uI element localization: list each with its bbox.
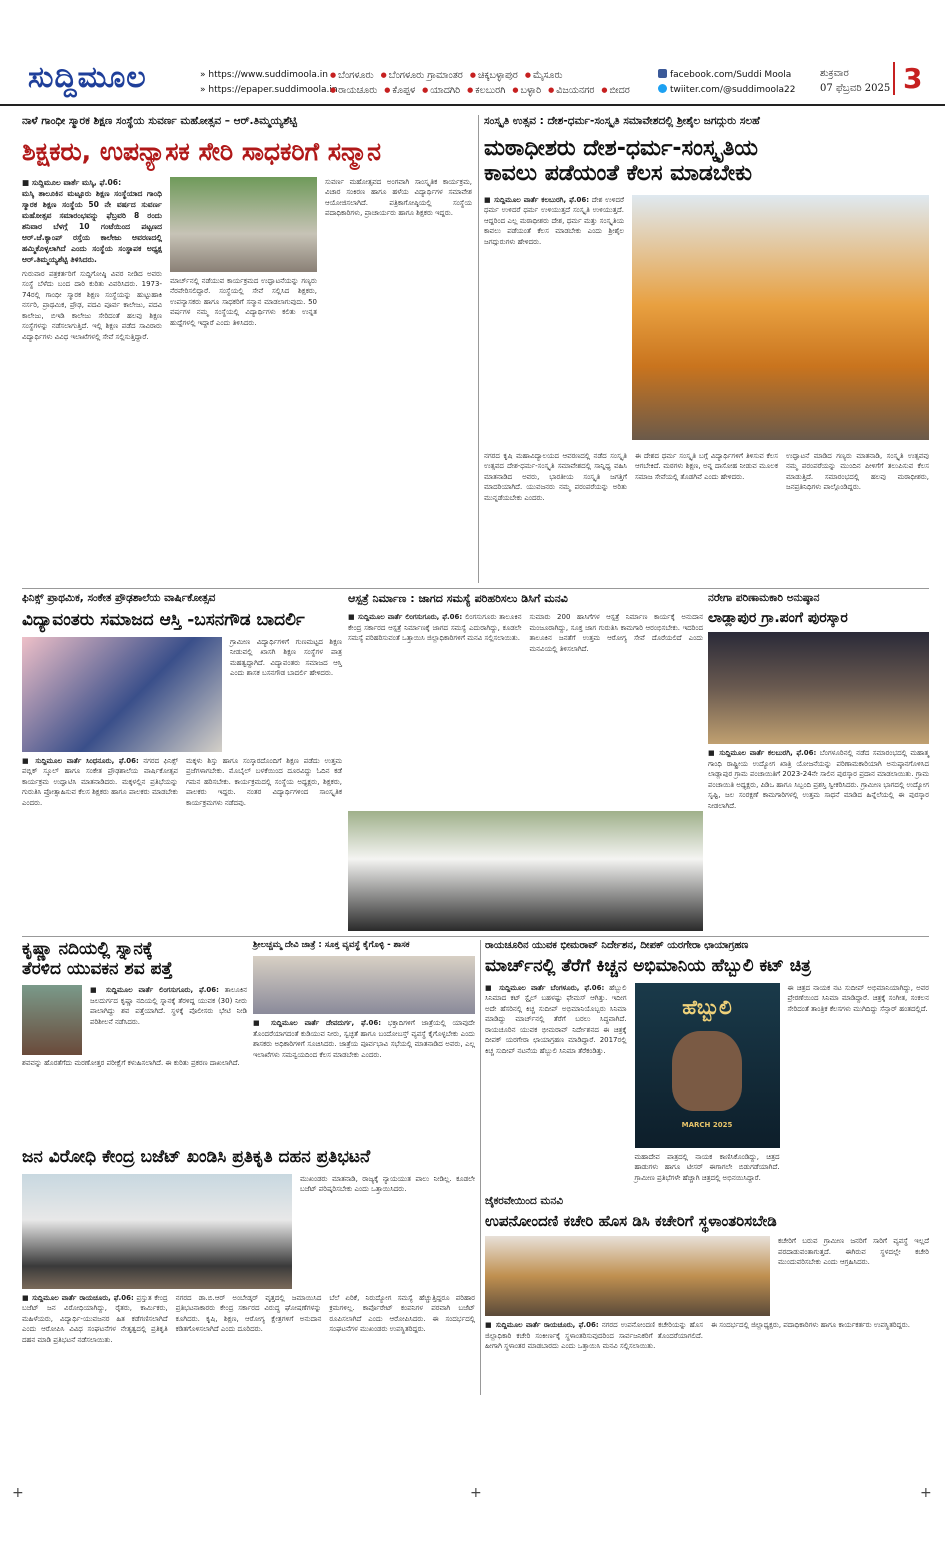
facebook-icon (658, 69, 667, 78)
facebook-link[interactable]: facebook.com/Suddi Moola (658, 68, 796, 83)
article-body: ಮಾರ್ಚ್‌ನಲ್ಲಿ ನಡೆಯುವ ಕಾರ್ಯಕ್ರಮದ ಉದ್ಘಾಟನೆಯನ್ನು ಗಣ್ಯರು ನೆರವೇರಿಸಲಿದ್ದಾರೆ. ಸಂಸ್ಥೆಯಲ್ಲಿ ಸೇವೆ ಸಲ್ಲಿಸಿದ ಶಿಕ್ಷಕರು, ಉಪನ್ಯಾಸಕರು ಹಾಗೂ ಸಾಧಕರಿಗೆ ಸನ್ಮಾನ ಮಾಡಲಾಗುವುದು. 50 ವರ್ಷಗಳ ನಮ್ಮ ಸಂಸ್ಥೆಯಲ್ಲಿ ವಿದ್ಯಾರ್ಥಿಗಳು ಕಲಿತು ಉನ್ನತ ಹುದ್ದೆಗಳಲ್ಲಿ ಇದ್ದಾರೆ ಎಂದು ತಿಳಿಸಿದರು. (170, 276, 317, 327)
article-headline: ಉಪನೋಂದಣಿ ಕಚೇರಿ ಹೊಸ ಡಿಸಿ ಕಚೇರಿಗೆ ಸ್ಥಳಾಂತರಿಸಬೇಡಿ (485, 1212, 777, 1230)
actor-portrait (672, 1031, 742, 1111)
seers-lighting-lamp-photo (632, 195, 929, 440)
article-body: ಲಿಂಗಸುಗೂರು ತಾಲೂಕಿನ ಕೇಂದ್ರ ಸರ್ಕಾರದ ಆಸ್ಪತ್ರೆ ನಿರ್ಮಾಣಕ್ಕೆ ಜಾಗದ ಸಮಸ್ಯೆ ಎದುರಾಗಿದ್ದು, ಕೂಡಲೇ ಸಮಸ್ಯೆ ಪರಿಹರಿಸುವಂತೆ ಒತ್ತಾಯಿಸಿ ಜಿಲ್ಲಾಧಿಕಾರಿಗಳಿಗೆ ಮನವಿ ಸಲ್ಲಿಸಲಾಯಿತು. (348, 613, 522, 642)
article-lead: ಮಸ್ಕಿ ತಾಲೂಕಿನ ಮಟ್ಟೂರು ಶಿಕ್ಷಣ ಸಂಸ್ಥೆಯಾದ ಗಾಂಧಿ ಸ್ಮಾರಕ ಶಿಕ್ಷಣ ಸಂಸ್ಥೆಯ 50 ನೇ ವರ್ಷದ ಸುವರ್ಣ ಮಹೋತ್ಸವ ಸಮಾರಂಭವನ್ನು ಫೆಬ್ರವರಿ 8 ರಂದು ಶನಿವಾರ ಬೆಳಗ್ಗೆ 10 ಗಂಟೆಯಿಂದ ಪಟ್ಟಣದ ಆರ್.ಜೆ.ಕ್ಯಾಂಪ್ ರಸ್ತೆಯ ಕಾಲೇಜು ಆವರಣದಲ್ಲಿ ಹಮ್ಮಿಕೊಳ್ಳಲಾಗಿದೆ ಎಂದು ಸಂಸ್ಥೆಯ ಸಂಸ್ಥಾಪಕ ಅಧ್ಯಕ್ಷ ಆರ್.ತಿಮ್ಮಯ್ಯಶೆಟ್ಟಿ ತಿಳಿಸಿದರು. (22, 188, 162, 264)
article-body: ಈ ದೇಶದ ಧರ್ಮ ಸಂಸ್ಕೃತಿ ಬಗ್ಗೆ ವಿದ್ಯಾರ್ಥಿಗಳಿಗೆ ತಿಳಿಸುವ ಕೆಲಸ ಆಗಬೇಕಿದೆ. ಮಠಗಳು ಶಿಕ್ಷಣ, ಅನ್ನ ದಾಸೋಹ ನೀಡುವ ಮೂಲಕ ಸಮಾಜ ಸೇವೆಯಲ್ಲಿ ತೊಡಗಿವೆ ಎಂದು ಹೇಳಿದರು. (635, 451, 778, 481)
article-headline: ಶಿಕ್ಷಕರು, ಉಪನ್ಯಾಸಕ ಸೇರಿ ಸಾಧಕರಿಗೆ ಸನ್ಮಾನ (22, 137, 382, 166)
article-body: ಪ್ರಸ್ತುತ ಕೇಂದ್ರ ಬಜೆಟ್ ಜನ ವಿರೋಧಿಯಾಗಿದ್ದು, ರೈತರು, ಕಾರ್ಮಿಕರು, ಮಹಿಳೆಯರು, ವಿದ್ಯಾರ್ಥಿ-ಯುವಜನರ ಹಿತ ಕಡೆಗಣಿಸಲಾಗಿದೆ ಎಂದು ಆರೋಪಿಸಿ ವಿವಿಧ ಸಂಘಟನೆಗಳ ನೇತೃತ್ವದಲ್ಲಿ ಪ್ರತಿಕೃತಿ ದಹನ ಮಾಡಿ ಪ್ರತಿಭಟನೆ ನಡೆಸಲಾಯಿತು. (22, 1293, 168, 1344)
article-body: ಉದ್ಘಾಟನೆ ಮಾಡಿದ ಗಣ್ಯರು ಮಾತನಾಡಿ, ಸಂಸ್ಕೃತಿ ಉತ್ಸವವು ನಮ್ಮ ಪರಂಪರೆಯನ್ನು ಮುಂದಿನ ಪೀಳಿಗೆಗೆ ತಲುಪಿಸುವ ಕೆಲಸ ಮಾಡುತ್ತಿದೆ. ಸಮಾರಂಭದಲ್ಲಿ ಹಲವು ಮಠಾಧೀಶರು, ಜನಪ್ರತಿನಿಧಿಗಳು ಪಾಲ್ಗೊಂಡಿದ್ದರು. (786, 451, 929, 492)
press-meet-photo (170, 177, 317, 272)
article-body: ನಗರದ ಫಿನಿಕ್ಸ್ ಪಬ್ಲಿಕ್ ಸ್ಕೂಲ್ ಹಾಗೂ ಸಂಕೇತ ಪ್ರೌಢಶಾಲೆಯ ವಾರ್ಷಿಕೋತ್ಸವ ಕಾರ್ಯಕ್ರಮ ಉದ್ಘಾಟಿಸಿ ಮಾತನಾಡಿದರು. ಮಕ್ಕಳಲ್ಲಿನ ಪ್ರತಿಭೆಯನ್ನು ಗುರುತಿಸಿ ಪ್ರೋತ್ಸಾಹಿಸುವ ಕೆಲಸ ಶಿಕ್ಷಕರು ಹಾಗೂ ಪಾಲಕರು ಮಾಡಬೇಕು ಎಂದರು. (22, 756, 178, 807)
article-hospital-land: ಆಸ್ಪತ್ರೆ ನಿರ್ಮಾಣ : ಜಾಗದ ಸಮಸ್ಯೆ ಪರಿಹರಿಸಲು ಡಿಸಿಗೆ ಮನವಿ ■ ಸುದ್ದಿಮೂಲ ವಾರ್ತೆ ಲಿಂಗಸುಗೂರು, ಫೆ.06: ಲಿಂಗಸುಗೂರು ತಾಲೂಕಿನ ಕೇಂದ್ರ ಸರ್ಕಾರದ ಆಸ್ಪತ್ರೆ ನಿರ್ಮಾಣಕ್ಕೆ ಜಾಗದ ಸಮಸ್ಯೆ ಎದುರಾಗಿದ್ದು, ಕೂಡಲೇ ಸಮಸ್ಯೆ ಪರಿಹರಿಸುವಂತೆ ಒತ್ತಾಯಿಸಿ ಜಿಲ್ಲಾಧಿಕಾರಿಗಳಿಗೆ ಮನವಿ ಸಲ್ಲಿಸಲಾಯಿತು. ಸುಮಾರು 200 ಹಾಸಿಗೆಗಳ ಆಸ್ಪತ್ರೆ ನಿರ್ಮಾಣ ಕಾರ್ಯಕ್ಕೆ ಅನುದಾನ ಮಂಜೂರಾಗಿದ್ದು, ಸೂಕ್ತ ಜಾಗ ಗುರುತಿಸಿ ಕಾಮಗಾರಿ ಆರಂಭಿಸಬೇಕು. ಇದರಿಂದ ತಾಲೂಕಿನ ಜನತೆಗೆ ಉತ್ತಮ ಆರೋಗ್ಯ ಸೇವೆ ದೊರೆಯಲಿದೆ ಎಂದು ಮನವಿಯಲ್ಲಿ ತಿಳಿಸಲಾಗಿದೆ. (348, 592, 703, 932)
article-body: ಗ್ರಾಮೀಣ ವಿದ್ಯಾರ್ಥಿಗಳಿಗೆ ಗುಣಮಟ್ಟದ ಶಿಕ್ಷಣ ನೀಡುವಲ್ಲಿ ಖಾಸಗಿ ಶಿಕ್ಷಣ ಸಂಸ್ಥೆಗಳ ಪಾತ್ರ ಮಹತ್ವದ್ದಾಗಿದೆ. ವಿದ್ಯಾವಂತರು ಸಮಾಜದ ಆಸ್ತಿ ಎಂದು ಶಾಸಕ ಬಸನಗೌಡ ಬಾದರ್ಲಿ ಹೇಳಿದರು. (230, 637, 342, 678)
city-line-1: ● ಬೆಂಗಳೂರು ● ಬೆಂಗಳೂರು ಗ್ರಾಮಾಂತರ ● ಚಿಕ್ಕಬಳ್ಳಾಪುರ ● ಮೈಸೂರು (330, 68, 634, 83)
meeting-photo (253, 956, 475, 1014)
article-kicker: ನರೇಗಾ ಪರಿಣಾಮಕಾರಿ ಅನುಷ್ಠಾನ (708, 592, 820, 604)
school-event-photo (22, 637, 222, 752)
article-krishna-river: ಕೃಷ್ಣಾ ನದಿಯಲ್ಲಿ ಸ್ನಾನಕ್ಕೆ ತೆರಳಿದ ಯುವಕನ ಶವ ಪತ್ತೆ ■ ಸುದ್ದಿಮೂಲ ವಾರ್ತೆ ಲಿಂಗಸುಗೂರು, ಫೆ.06: ತಾಲೂಕಿನ ಜಲದುರ್ಗದ ಕೃಷ್ಣಾ ನದಿಯಲ್ಲಿ ಸ್ನಾನಕ್ಕೆ ತೆರಳಿದ್ದ ಯುವಕ (30) ನೀರು ಪಾಲಾಗಿದ್ದು ಶವ ಪತ್ತೆಯಾಗಿದೆ. ಸ್ಥಳಕ್ಕೆ ಪೊಲೀಸರು ಭೇಟಿ ನೀಡಿ ಪರಿಶೀಲನೆ ನಡೆಸಿದರು. ಶವವನ್ನು ಹೊರತೆಗೆದು ಮರಣೋತ್ತರ ಪರೀಕ್ಷೆಗೆ ಕಳುಹಿಸಲಾಗಿದೆ. ಈ ಕುರಿತು ಪ್ರಕರಣ ದಾಖಲಾಗಿದೆ. (22, 940, 247, 1140)
article-body: ಭಕ್ತಾದಿಗಳಿಗೆ ಜಾತ್ರೆಯಲ್ಲಿ ಯಾವುದೇ ತೊಂದರೆಯಾಗದಂತೆ ಕುಡಿಯುವ ನೀರು, ಸ್ವಚ್ಛತೆ ಹಾಗೂ ಬಂದೋಬಸ್ತ್ ವ್ಯವಸ್ಥೆ ಕೈಗೊಳ್ಳಬೇಕು ಎಂದು ಶಾಸಕರು ಅಧಿಕಾರಿಗಳಿಗೆ ಸೂಚಿಸಿದರು. (253, 1019, 475, 1048)
article-gandhi-school: ನಾಳೆ ಗಾಂಧೀ ಸ್ಮಾರಕ ಶಿಕ್ಷಣ ಸಂಸ್ಥೆಯ ಸುವರ್ಣ ಮಹೋತ್ಸವ – ಆರ್.ತಿಮ್ಮಯ್ಯಶೆಟ್ಟಿ ಶಿಕ್ಷಕರು, ಉಪನ್ಯಾಸಕ ಸೇರಿ ಸಾಧಕರಿಗೆ ಸನ್ಮಾನ ■ ಸುದ್ದಿಮೂಲ ವಾರ್ತೆ ಮಸ್ಕಿ, ಫೆ.06: ಮಸ್ಕಿ ತಾಲೂಕಿನ ಮಟ್ಟೂರು ಶಿಕ್ಷಣ ಸಂಸ್ಥೆಯಾದ ಗಾಂಧಿ ಸ್ಮಾರಕ ಶಿಕ್ಷಣ ಸಂಸ್ಥೆಯ 50 ನೇ ವರ್ಷದ ಸುವರ್ಣ ಮಹೋತ್ಸವ ಸಮಾರಂಭವನ್ನು ಫೆಬ್ರವರಿ 8 ರಂದು ಶನಿವಾರ ಬೆಳಗ್ಗೆ 10 ಗಂಟೆಯಿಂದ ಪಟ್ಟಣದ ಆರ್.ಜೆ.ಕ್ಯಾಂಪ್ ರಸ್ತೆಯ ಕಾಲೇಜು ಆವರಣದಲ್ಲಿ ಹಮ್ಮಿಕೊಳ್ಳಲಾಗಿದೆ ಎಂದು ಸಂಸ್ಥೆಯ ಸಂಸ್ಥಾಪಕ ಅಧ್ಯಕ್ಷ ಆರ್.ತಿಮ್ಮಯ್ಯಶೆಟ್ಟಿ ತಿಳಿಸಿದರು. ಗುರುವಾರ ಪತ್ರಕರ್ತರಿಗೆ ಸುದ್ದಿಗೋಷ್ಠಿ ವಿವರ ನೀಡಿದ ಅವರು ಸಂಸ್ಥೆ ಬೆಳೆದು ಬಂದ ದಾರಿ ಕುರಿತು ವಿವರಿಸಿದರು. 1973-74ರಲ್ಲಿ ಗಾಂಧೀ ಸ್ಮಾರಕ ಶಿಕ್ಷಣ ಸಂಸ್ಥೆಯನ್ನು ಹುಟ್ಟುಹಾಕಿ ನರ್ಸರಿ, ಪ್ರಾಥಮಿಕ, ಪ್ರೌಢ, ಪದವಿ ಪೂರ್ವ ಕಾಲೇಜು, ಪದವಿ ಕಾಲೇಜು, ಬಿಇಡಿ ಕಾಲೇಜು ಸೇರಿದಂತೆ ಹಲವು ಶಿಕ್ಷಣ ಸಂಸ್ಥೆಗಳನ್ನು ನಡೆಸಲಾಗುತ್ತಿದೆ. ಇಲ್ಲಿ ಶಿಕ್ಷಣ ಪಡೆದ ಸಾವಿರಾರು ವಿದ್ಯಾರ್ಥಿಗಳು ವಿವಿಧ ಇಲಾಖೆಗಳಲ್ಲಿ ಸೇವೆ ಸಲ್ಲಿಸುತ್ತಿದ್ದಾರೆ. ಮಾರ್ಚ್‌ನಲ್ಲಿ ನಡೆಯುವ ಕಾರ್ಯಕ್ರಮದ ಉದ್ಘಾಟನೆಯನ್ನು ಗಣ್ಯರು ನೆರವೇರಿಸಲಿದ್ದಾರೆ. ಸಂಸ್ಥೆಯಲ್ಲಿ ಸೇವೆ ಸಲ್ಲಿಸಿದ ಶಿಕ್ಷಕರು, ಉಪನ್ಯಾಸಕರು ಹಾಗೂ ಸಾಧಕರಿಗೆ ಸನ್ಮಾನ ಮಾಡಲಾಗುವುದು. 50 ವರ್ಷಗಳ ನಮ್ಮ ಸಂಸ್ಥೆಯಲ್ಲಿ ವಿದ್ಯಾರ್ಥಿಗಳು ಕಲಿತು ಉನ್ನತ ಹುದ್ದೆಗಳಲ್ಲಿ ಇದ್ದಾರೆ ಎಂದು ತಿಳಿಸಿದರು. ಸುವರ್ಣ ಮಹೋತ್ಸವದ ಅಂಗವಾಗಿ ಸಾಂಸ್ಕೃತಿಕ ಕಾರ್ಯಕ್ರಮ, ವಿಚಾರ ಸಂಕಿರಣ ಹಾಗೂ ಹಳೆಯ ವಿದ್ಯಾರ್ಥಿಗಳ ಸಮಾವೇಶ ಆಯೋಜಿಸಲಾಗಿದೆ. ಪತ್ರಿಕಾಗೋಷ್ಠಿಯಲ್ಲಿ ಸಂಸ್ಥೆಯ ಪದಾಧಿಕಾರಿಗಳು, ಪ್ರಾಚಾರ್ಯರು ಹಾಗೂ ಶಿಕ್ಷಕರು ಇದ್ದರು. (22, 115, 472, 583)
article-body: ಬೆಲೆ ಏರಿಕೆ, ನಿರುದ್ಯೋಗ ಸಮಸ್ಯೆ ಹೆಚ್ಚುತ್ತಿದ್ದರೂ ಪರಿಹಾರ ಕ್ರಮಗಳಿಲ್ಲ. ಕಾರ್ಪೊರೇಟ್ ಕಂಪನಿಗಳ ಪರವಾಗಿ ಬಜೆಟ್ ರೂಪಿಸಲಾಗಿದೆ ಎಂದು ಆರೋಪಿಸಿದರು. ಈ ಸಂದರ್ಭದಲ್ಲಿ ಸಂಘಟನೆಗಳ ಮುಖಂಡರು ಉಪಸ್ಥಿತರಿದ್ದರು. (329, 1293, 476, 1334)
article-kicker: ಜೈಕರವೇಯಿಂದ ಮನವಿ (485, 1195, 563, 1207)
page-number: 3 (893, 62, 922, 95)
article-kicker: ಸಂಸ್ಕೃತಿ ಉತ್ಸವ : ದೇಶ-ಧರ್ಮ-ಸಂಸ್ಕೃತಿ ಸಮಾವೇಶದಲ್ಲಿ ಶ್ರೀಶೈಲ ಜಗದ್ಗುರು ಸಲಹೆ (484, 115, 760, 127)
newspaper-logo: ಸುದ್ದಿಮೂಲ (28, 60, 147, 95)
issue-date: ಶುಕ್ರವಾರ 07 ಫೆಬ್ರವರಿ 2025 (820, 68, 891, 94)
twitter-link[interactable]: twiiter.com/@suddimoola22 (658, 83, 796, 98)
twitter-icon (658, 84, 667, 93)
epaper-link[interactable]: » https://epaper.suddimoola.in (200, 83, 338, 98)
movie-poster (635, 983, 780, 1148)
article-body: ನಗರದ ಕೃಷಿ ಮಹಾವಿದ್ಯಾಲಯದ ಆವರಣದಲ್ಲಿ ನಡೆದ ಸಂಸ್ಕೃತಿ ಉತ್ಸವದ ದೇಶ-ಧರ್ಮ-ಸಂಸ್ಕೃತಿ ಸಮಾವೇಶದಲ್ಲಿ ಸಾನ್ನಿಧ್ಯ ವಹಿಸಿ ಮಾತನಾಡಿದ ಅವರು, ಭಾರತೀಯ ಸಂಸ್ಕೃತಿ ಜಗತ್ತಿಗೆ ಮಾದರಿಯಾಗಿದೆ. ಯುವಜನರು ನಮ್ಮ ಪರಂಪರೆಯನ್ನು ಅರಿತು ಮುನ್ನಡೆಯಬೇಕು ಎಂದರು. (484, 451, 627, 502)
article-headline: ಲಾಡ್ಲಾಪುರ ಗ್ರಾ.ಪಂಗೆ ಪುರಸ್ಕಾರ (708, 610, 848, 626)
effigy-burning-photo (22, 1174, 292, 1289)
article-kicker: ರಾಯಚೂರಿನ ಯುವಕ ಭೀಮರಾವ್ ನಿರ್ದೇಶನ, ದೀಪಕ್ ಯರಗೇರಾ ಛಾಯಾಗ್ರಹಣ (485, 940, 749, 951)
article-kicker: ನಾಳೆ ಗಾಂಧೀ ಸ್ಮಾರಕ ಶಿಕ್ಷಣ ಸಂಸ್ಥೆಯ ಸುವರ್ಣ ಮಹೋತ್ಸವ – ಆರ್.ತಿಮ್ಮಯ್ಯಶೆಟ್ಟಿ (22, 115, 298, 127)
memorandum-submission-photo (348, 811, 703, 931)
article-body: ಬೆಂಗಳೂರಿನಲ್ಲಿ ನಡೆದ ಸಮಾರಂಭದಲ್ಲಿ ಮಹಾತ್ಮ ಗಾಂಧಿ ರಾಷ್ಟ್ರೀಯ ಉದ್ಯೋಗ ಖಾತ್ರಿ ಯೋಜನೆಯನ್ನು ಪರಿಣಾಮಕಾರಿಯಾಗಿ ಅನುಷ್ಠಾನಗೊಳಿಸಿದ ಲಾಡ್ಲಾಪುರ ಗ್ರಾಮ ಪಂಚಾಯಿತಿಗೆ 2023-24ನೇ ಸಾಲಿನ ಪುರಸ್ಕಾರ ಪ್ರದಾನ ಮಾಡಲಾಯಿತು. (708, 749, 929, 779)
article-kicker: ಆಸ್ಪತ್ರೆ ನಿರ್ಮಾಣ : ಜಾಗದ ಸಮಸ್ಯೆ ಪರಿಹರಿಸಲು ಡಿಸಿಗೆ ಮನವಿ (348, 592, 568, 605)
article-body: ತಾಲೂಕಿನ ಜಲದುರ್ಗದ ಕೃಷ್ಣಾ ನದಿಯಲ್ಲಿ ಸ್ನಾನಕ್ಕೆ ತೆರಳಿದ್ದ ಯುವಕ (30) ನೀರು ಪಾಲಾಗಿದ್ದು ಶವ ಪತ್ತೆಯಾಗಿದೆ. ಸ್ಥಳಕ್ಕೆ ಪೊಲೀಸರು ಭೇಟಿ ನೀಡಿ ಪರಿಶೀಲನೆ ನಡೆಸಿದರು. (90, 986, 247, 1026)
registration-mark-right: + (920, 1485, 932, 1501)
article-headline-line-2: ಕಾವಲು ಪಡೆಯಂತೆ ಕೆಲಸ ಮಾಡಬೇಕು (484, 161, 753, 187)
article-body: ನಗರದ ಉಪನೋಂದಣಿ ಕಚೇರಿಯನ್ನು ಹೊಸ ಜಿಲ್ಲಾಧಿಕಾರಿ ಕಚೇರಿ ಸಂಕೀರ್ಣಕ್ಕೆ ಸ್ಥಳಾಂತರಿಸುವುದರಿಂದ ಸಾರ್ವಜನಿಕರಿಗೆ ತೊಂದರೆಯಾಗಲಿದೆ. ಹೀಗಾಗಿ ಸ್ಥಳಾಂತರ ಮಾಡಬಾರದು ಎಂದು ಒತ್ತಾಯಿಸಿ ಮನವಿ ಸಲ್ಲಿಸಲಾಯಿತು. (485, 1321, 703, 1351)
article-kicker: ಫಿನಿಕ್ಸ್ ಪ್ರಾಥಮಿಕ, ಸಂಕೇತ ಪ್ರೌಢಶಾಲೆಯ ವಾರ್ಷಿಕೋತ್ಸವ (22, 592, 216, 604)
victim-photo (22, 985, 82, 1055)
article-registration-office: ಜೈಕರವೇಯಿಂದ ಮನವಿ ಉಪನೋಂದಣಿ ಕಚೇರಿ ಹೊಸ ಡಿಸಿ ಕಚೇರಿಗೆ ಸ್ಥಳಾಂತರಿಸಬೇಡಿ ಕಚೇರಿಗೆ ಬರುವ ಗ್ರಾಮೀಣ ಜನರಿಗೆ ಸಾರಿಗೆ ವ್ಯವಸ್ಥೆ ಇಲ್ಲದೆ ಪರದಾಡುವಂತಾಗುತ್ತದೆ. ಈಗಿರುವ ಸ್ಥಳದಲ್ಲೇ ಕಚೇರಿ ಮುಂದುವರಿಸಬೇಕು ಎಂದು ಆಗ್ರಹಿಸಿದರು. ■ ಸುದ್ದಿಮೂಲ ವಾರ್ತೆ ರಾಯಚೂರು, ಫೆ.06: ನಗರದ ಉಪನೋಂದಣಿ ಕಚೇರಿಯನ್ನು ಹೊಸ ಜಿಲ್ಲಾಧಿಕಾರಿ ಕಚೇರಿ ಸಂಕೀರ್ಣಕ್ಕೆ ಸ್ಥಳಾಂತರಿಸುವುದರಿಂದ ಸಾರ್ವಜನಿಕರಿಗೆ ತೊಂದರೆಯಾಗಲಿದೆ. ಹೀಗಾಗಿ ಸ್ಥಳಾಂತರ ಮಾಡಬಾರದು ಎಂದು ಒತ್ತಾಯಿಸಿ ಮನವಿ ಸಲ್ಲಿಸಲಾಯಿತು. ಈ ಸಂದರ್ಭದಲ್ಲಿ ಜಿಲ್ಲಾಧ್ಯಕ್ಷರು, ಪದಾಧಿಕಾರಿಗಳು ಹಾಗೂ ಕಾರ್ಯಕರ್ತರು ಉಪಸ್ಥಿತರಿದ್ದರು. (485, 1195, 929, 1400)
article-body: ಮಕ್ಕಳು ಶಿಸ್ತು ಹಾಗೂ ಸಂಸ್ಕಾರದೊಂದಿಗೆ ಶಿಕ್ಷಣ ಪಡೆದು ಉತ್ತಮ ಪ್ರಜೆಗಳಾಗಬೇಕು. ಮೊಬೈಲ್ ಬಳಕೆಯಿಂದ ದೂರವಿದ್ದು ಓದಿನ ಕಡೆ ಗಮನ ಹರಿಸಬೇಕು. ಕಾರ್ಯಕ್ರಮದಲ್ಲಿ ಸಂಸ್ಥೆಯ ಅಧ್ಯಕ್ಷರು, ಶಿಕ್ಷಕರು, ಪಾಲಕರು ಇದ್ದರು. ನಂತರ ವಿದ್ಯಾರ್ಥಿಗಳಿಂದ ಸಾಂಸ್ಕೃತಿಕ ಕಾರ್ಯಕ್ರಮಗಳು ನಡೆದವು. (186, 756, 342, 807)
article-school-anniversary: ಫಿನಿಕ್ಸ್ ಪ್ರಾಥಮಿಕ, ಸಂಕೇತ ಪ್ರೌಢಶಾಲೆಯ ವಾರ್ಷಿಕೋತ್ಸವ ವಿದ್ಯಾವಂತರು ಸಮಾಜದ ಆಸ್ತಿ -ಬಸನಗೌಡ ಬಾದರ್ಲಿ ಗ್ರಾಮೀಣ ವಿದ್ಯಾರ್ಥಿಗಳಿಗೆ ಗುಣಮಟ್ಟದ ಶಿಕ್ಷಣ ನೀಡುವಲ್ಲಿ ಖಾಸಗಿ ಶಿಕ್ಷಣ ಸಂಸ್ಥೆಗಳ ಪಾತ್ರ ಮಹತ್ವದ್ದಾಗಿದೆ. ವಿದ್ಯಾವಂತರು ಸಮಾಜದ ಆಸ್ತಿ ಎಂದು ಶಾಸಕ ಬಸನಗೌಡ ಬಾದರ್ಲಿ ಹೇಳಿದರು. ■ ಸುದ್ದಿಮೂಲ ವಾರ್ತೆ ಸಿಂಧನೂರು, ಫೆ.06: ನಗರದ ಫಿನಿಕ್ಸ್ ಪಬ್ಲಿಕ್ ಸ್ಕೂಲ್ ಹಾಗೂ ಸಂಕೇತ ಪ್ರೌಢಶಾಲೆಯ ವಾರ್ಷಿಕೋತ್ಸವ ಕಾರ್ಯಕ್ರಮ ಉದ್ಘಾಟಿಸಿ ಮಾತನಾಡಿದರು. ಮಕ್ಕಳಲ್ಲಿನ ಪ್ರತಿಭೆಯನ್ನು ಗುರುತಿಸಿ ಪ್ರೋತ್ಸಾಹಿಸುವ ಕೆಲಸ ಶಿಕ್ಷಕರು ಹಾಗೂ ಪಾಲಕರು ಮಾಡಬೇಕು ಎಂದರು. ಮಕ್ಕಳು ಶಿಸ್ತು ಹಾಗೂ ಸಂಸ್ಕಾರದೊಂದಿಗೆ ಶಿಕ್ಷಣ ಪಡೆದು ಉತ್ತಮ ಪ್ರಜೆಗಳಾಗಬೇಕು. ಮೊಬೈಲ್ ಬಳಕೆಯಿಂದ ದೂರವಿದ್ದು ಓದಿನ ಕಡೆ ಗಮನ ಹರಿಸಬೇಕು. ಕಾರ್ಯಕ್ರಮದಲ್ಲಿ ಸಂಸ್ಥೆಯ ಅಧ್ಯಕ್ಷರು, ಶಿಕ್ಷಕರು, ಪಾಲಕರು ಇದ್ದರು. ನಂತರ ವಿದ್ಯಾರ್ಥಿಗಳಿಂದ ಸಾಂಸ್ಕೃತಿಕ ಕಾರ್ಯಕ್ರಮಗಳು ನಡೆದವು. (22, 592, 342, 932)
article-body: ಈ ಸಂದರ್ಭದಲ್ಲಿ ಜಿಲ್ಲಾಧ್ಯಕ್ಷರು, ಪದಾಧಿಕಾರಿಗಳು ಹಾಗೂ ಕಾರ್ಯಕರ್ತರು ಉಪಸ್ಥಿತರಿದ್ದರು. (711, 1321, 910, 1330)
city-editions (330, 68, 634, 98)
article-headline-line-2: ತೆರಳಿದ ಯುವಕನ ಶವ ಪತ್ತೆ (22, 958, 173, 979)
registration-mark-left: + (12, 1485, 24, 1501)
article-kicker: ಶ್ರೀಲಚ್ಚಮ್ಮ ದೇವಿ ಜಾತ್ರೆ : ಸೂಕ್ತ ವ್ಯವಸ್ಥೆ ಕೈಗೊಳ್ಳಿ - ಶಾಸಕ (253, 940, 410, 950)
poster-title: ಹೆಬ್ಬುಲಿ (682, 994, 732, 1019)
article-headline-line-1: ಕೃಷ್ಣಾ ನದಿಯಲ್ಲಿ ಸ್ನಾನಕ್ಕೆ (22, 939, 153, 959)
city-line-2: ● ರಾಯಚೂರು ● ಕೊಪ್ಪಳ ● ಯಾದಗಿರಿ ● ಕಲಬುರಗಿ ● ಬಳ್ಳಾರಿ ● ವಿಜಯನಗರ ● ಬೀದರ (330, 83, 634, 98)
article-headline: ಜನ ವಿರೋಧಿ ಕೇಂದ್ರ ಬಜೆಟ್ ಖಂಡಿಸಿ ಪ್ರತಿಕೃತಿ ದಹನ ಪ್ರತಿಭಟನೆ (22, 1147, 371, 1167)
social-links (658, 68, 796, 98)
memorandum-photo (485, 1236, 770, 1316)
article-body: ಈ ಚಿತ್ರದ ನಾಯಕ ನಟ ಸುದೀಪ್ ಅಭಿಮಾನಿಯಾಗಿದ್ದು, ಅವರ ಪ್ರೇರಣೆಯಿಂದ ಸಿನಿಮಾ ಮಾಡಿದ್ದಾರೆ. ಚಿತ್ರಕ್ಕೆ ಸಂಗೀತ, ಸಂಕಲನ ಸೇರಿದಂತೆ ತಾಂತ್ರಿಕ ಕೆಲಸಗಳು ಮುಗಿದಿದ್ದು ಸೆನ್ಸಾರ್ ಹಂತದಲ್ಲಿದೆ. (787, 983, 929, 1013)
article-body: ಮುಖಂಡರು ಮಾತನಾಡಿ, ರಾಜ್ಯಕ್ಕೆ ನ್ಯಾಯಯುತ ಪಾಲು ನೀಡಿಲ್ಲ. ಕೂಡಲೇ ಬಜೆಟ್ ಪರಿಷ್ಕರಿಸಬೇಕು ಎಂದು ಒತ್ತಾಯಿಸಿದರು. (300, 1174, 475, 1194)
article-body: ಶವವನ್ನು ಹೊರತೆಗೆದು ಮರಣೋತ್ತರ ಪರೀಕ್ಷೆಗೆ ಕಳುಹಿಸಲಾಗಿದೆ. ಈ ಕುರಿತು ಪ್ರಕರಣ ದಾಖಲಾಗಿದೆ. (22, 1059, 240, 1068)
article-body: ಗುರುವಾರ ಪತ್ರಕರ್ತರಿಗೆ ಸುದ್ದಿಗೋಷ್ಠಿ ವಿವರ ನೀಡಿದ ಅವರು ಸಂಸ್ಥೆ ಬೆಳೆದು ಬಂದ ದಾರಿ ಕುರಿತು ವಿವರಿಸಿದರು. 1973-74ರಲ್ಲಿ ಗಾಂಧೀ ಸ್ಮಾರಕ ಶಿಕ್ಷಣ ಸಂಸ್ಥೆಯನ್ನು ಹುಟ್ಟುಹಾಕಿ ನರ್ಸರಿ, ಪ್ರಾಥಮಿಕ, ಪ್ರೌಢ, ಪದವಿ ಪೂರ್ವ ಕಾಲೇಜು, ಪದವಿ ಕಾಲೇಜು, ಬಿಇಡಿ ಕಾಲೇಜು ಸೇರಿದಂತೆ ಹಲವು ಶಿಕ್ಷಣ ಸಂಸ್ಥೆಗಳನ್ನು ನಡೆಸಲಾಗುತ್ತಿದೆ. ಇಲ್ಲಿ ಶಿಕ್ಷಣ ಪಡೆದ ಸಾವಿರಾರು ವಿದ್ಯಾರ್ಥಿಗಳು ವಿವಿಧ ಇಲಾಖೆಗಳಲ್ಲಿ ಸೇವೆ ಸಲ್ಲಿಸುತ್ತಿದ್ದಾರೆ. (22, 269, 162, 341)
article-body: ದೇಶ ಉಳಿದರೆ ಧರ್ಮ ಉಳಿದರೆ ಧರ್ಮ ಉಳಿಯುತ್ತದೆ ಸಂಸ್ಕೃತಿ ಉಳಿಯುತ್ತದೆ. ಆದ್ದರಿಂದ ಎಲ್ಲ ಮಠಾಧೀಶರು ದೇಶ, ಧರ್ಮ ಮತ್ತು ಸಂಸ್ಕೃತಿಯ ಕಾವಲು ಪಡೆಯಂತೆ ಕೆಲಸ ಮಾಡಬೇಕು ಎಂದು ಶ್ರೀಶೈಲ ಜಗದ್ಗುರುಗಳು ಹೇಳಿದರು. (484, 195, 624, 246)
article-headline-line-1: ಮಠಾಧೀಶರು ದೇಶ-ಧರ್ಮ-ಸಂಸ್ಕೃತಿಯ (484, 136, 758, 161)
article-culture-festival: ಸಂಸ್ಕೃತಿ ಉತ್ಸವ : ದೇಶ-ಧರ್ಮ-ಸಂಸ್ಕೃತಿ ಸಮಾವೇಶದಲ್ಲಿ ಶ್ರೀಶೈಲ ಜಗದ್ಗುರು ಸಲಹೆ ಮಠಾಧೀಶರು ದೇಶ-ಧರ್ಮ-ಸಂಸ್ಕೃತಿಯ ಕಾವಲು ಪಡೆಯಂತೆ ಕೆಲಸ ಮಾಡಬೇಕು ■ ಸುದ್ದಿಮೂಲ ವಾರ್ತೆ ಕಲಬುರಗಿ, ಫೆ.06: ದೇಶ ಉಳಿದರೆ ಧರ್ಮ ಉಳಿದರೆ ಧರ್ಮ ಉಳಿಯುತ್ತದೆ ಸಂಸ್ಕೃತಿ ಉಳಿಯುತ್ತದೆ. ಆದ್ದರಿಂದ ಎಲ್ಲ ಮಠಾಧೀಶರು ದೇಶ, ಧರ್ಮ ಮತ್ತು ಸಂಸ್ಕೃತಿಯ ಕಾವಲು ಪಡೆಯಂತೆ ಕೆಲಸ ಮಾಡಬೇಕು ಎಂದು ಶ್ರೀಶೈಲ ಜಗದ್ಗುರುಗಳು ಹೇಳಿದರು. ನಗರದ ಕೃಷಿ ಮಹಾವಿದ್ಯಾಲಯದ ಆವರಣದಲ್ಲಿ ನಡೆದ ಸಂಸ್ಕೃತಿ ಉತ್ಸವದ ದೇಶ-ಧರ್ಮ-ಸಂಸ್ಕೃತಿ ಸಮಾವೇಶದಲ್ಲಿ ಸಾನ್ನಿಧ್ಯ ವಹಿಸಿ ಮಾತನಾಡಿದ ಅವರು, ಭಾರತೀಯ ಸಂಸ್ಕೃತಿ ಜಗತ್ತಿಗೆ ಮಾದರಿಯಾಗಿದೆ. ಯುವಜನರು ನಮ್ಮ ಪರಂಪರೆಯನ್ನು ಅರಿತು ಮುನ್ನಡೆಯಬೇಕು ಎಂದರು. ಈ ದೇಶದ ಧರ್ಮ ಸಂಸ್ಕೃತಿ ಬಗ್ಗೆ ವಿದ್ಯಾರ್ಥಿಗಳಿಗೆ ತಿಳಿಸುವ ಕೆಲಸ ಆಗಬೇಕಿದೆ. ಮಠಗಳು ಶಿಕ್ಷಣ, ಅನ್ನ ದಾಸೋಹ ನೀಡುವ ಮೂಲಕ ಸಮಾಜ ಸೇವೆಯಲ್ಲಿ ತೊಡಗಿವೆ ಎಂದು ಹೇಳಿದರು. ಉದ್ಘಾಟನೆ ಮಾಡಿದ ಗಣ್ಯರು ಮಾತನಾಡಿ, ಸಂಸ್ಕೃತಿ ಉತ್ಸವವು ನಮ್ಮ ಪರಂಪರೆಯನ್ನು ಮುಂದಿನ ಪೀಳಿಗೆಗೆ ತಲುಪಿಸುವ ಕೆಲಸ ಮಾಡುತ್ತಿದೆ. ಸಮಾರಂಭದಲ್ಲಿ ಹಲವು ಮಠಾಧೀಶರು, ಜನಪ್ರತಿನಿಧಿಗಳು ಪಾಲ್ಗೊಂಡಿದ್ದರು. (484, 115, 929, 583)
poster-release: MARCH 2025 (681, 1120, 733, 1129)
article-budget-protest: ಜನ ವಿರೋಧಿ ಕೇಂದ್ರ ಬಜೆಟ್ ಖಂಡಿಸಿ ಪ್ರತಿಕೃತಿ ದಹನ ಪ್ರತಿಭಟನೆ ಮುಖಂಡರು ಮಾತನಾಡಿ, ರಾಜ್ಯಕ್ಕೆ ನ್ಯಾಯಯುತ ಪಾಲು ನೀಡಿಲ್ಲ. ಕೂಡಲೇ ಬಜೆಟ್ ಪರಿಷ್ಕರಿಸಬೇಕು ಎಂದು ಒತ್ತಾಯಿಸಿದರು. ■ ಸುದ್ದಿಮೂಲ ವಾರ್ತೆ ರಾಯಚೂರು, ಫೆ.06: ಪ್ರಸ್ತುತ ಕೇಂದ್ರ ಬಜೆಟ್ ಜನ ವಿರೋಧಿಯಾಗಿದ್ದು, ರೈತರು, ಕಾರ್ಮಿಕರು, ಮಹಿಳೆಯರು, ವಿದ್ಯಾರ್ಥಿ-ಯುವಜನರ ಹಿತ ಕಡೆಗಣಿಸಲಾಗಿದೆ ಎಂದು ಆರೋಪಿಸಿ ವಿವಿಧ ಸಂಘಟನೆಗಳ ನೇತೃತ್ವದಲ್ಲಿ ಪ್ರತಿಕೃತಿ ದಹನ ಮಾಡಿ ಪ್ರತಿಭಟನೆ ನಡೆಸಲಾಯಿತು. ನಗರದ ಡಾ.ಬಿ.ಆರ್ ಅಂಬೇಡ್ಕರ್ ವೃತ್ತದಲ್ಲಿ ಜಮಾಯಿಸಿದ ಪ್ರತಿಭಟನಾಕಾರರು ಕೇಂದ್ರ ಸರ್ಕಾರದ ವಿರುದ್ಧ ಘೋಷಣೆಗಳನ್ನು ಕೂಗಿದರು. ಕೃಷಿ, ಶಿಕ್ಷಣ, ಆರೋಗ್ಯ ಕ್ಷೇತ್ರಗಳಿಗೆ ಅನುದಾನ ಕಡಿತಗೊಳಿಸಲಾಗಿದೆ ಎಂದು ದೂರಿದರು. ಬೆಲೆ ಏರಿಕೆ, ನಿರುದ್ಯೋಗ ಸಮಸ್ಯೆ ಹೆಚ್ಚುತ್ತಿದ್ದರೂ ಪರಿಹಾರ ಕ್ರಮಗಳಿಲ್ಲ. ಕಾರ್ಪೊರೇಟ್ ಕಂಪನಿಗಳ ಪರವಾಗಿ ಬಜೆಟ್ ರೂಪಿಸಲಾಗಿದೆ ಎಂದು ಆರೋಪಿಸಿದರು. ಈ ಸಂದರ್ಭದಲ್ಲಿ ಸಂಘಟನೆಗಳ ಮುಖಂಡರು ಉಪಸ್ಥಿತರಿದ್ದರು. (22, 1148, 475, 1400)
article-body: ಸುಮಾರು 200 ಹಾಸಿಗೆಗಳ ಆಸ್ಪತ್ರೆ ನಿರ್ಮಾಣ ಕಾರ್ಯಕ್ಕೆ ಅನುದಾನ ಮಂಜೂರಾಗಿದ್ದು, ಸೂಕ್ತ ಜಾಗ ಗುರುತಿಸಿ ಕಾಮಗಾರಿ ಆರಂಭಿಸಬೇಕು. ಇದರಿಂದ ತಾಲೂಕಿನ ಜನತೆಗೆ ಉತ್ತಮ ಆರೋಗ್ಯ ಸೇವೆ ದೊರೆಯಲಿದೆ ಎಂದು ಮನವಿಯಲ್ಲಿ ತಿಳಿಸಲಾಗಿದೆ. (529, 613, 703, 653)
web-links (200, 68, 338, 98)
website-link[interactable]: » https://www.suddimoola.in (200, 68, 338, 83)
article-headline: ಮಾರ್ಚ್‌ನಲ್ಲಿ ತೆರೆಗೆ ಕಿಚ್ಚನ ಅಭಿಮಾನಿಯ ಹೆಬ್ಬುಲಿ ಕಟ್ ಚಿತ್ರ (485, 956, 811, 976)
article-hebbuli-movie: ರಾಯಚೂರಿನ ಯುವಕ ಭೀಮರಾವ್ ನಿರ್ದೇಶನ, ದೀಪಕ್ ಯರಗೇರಾ ಛಾಯಾಗ್ರಹಣ ಮಾರ್ಚ್‌ನಲ್ಲಿ ತೆರೆಗೆ ಕಿಚ್ಚನ ಅಭಿಮಾನಿಯ ಹೆಬ್ಬುಲಿ ಕಟ್ ಚಿತ್ರ ■ ಸುದ್ದಿಮೂಲ ವಾರ್ತೆ ಬೆಂಗಳೂರು, ಫೆ.06: ಹೆಬ್ಬುಲಿ ಸಿನಿಮಾದ ಕಟ್ ಸ್ಟೈಲ್ ಬಹಳಷ್ಟು ಫೇಮಸ್ ಆಗಿತ್ತು. ಇದೀಗ ಅದೇ ಹೆಸರಿನಲ್ಲಿ ಕಿಚ್ಚ ಸುದೀಪ್ ಅಭಿಮಾನಿಯೊಬ್ಬರು ಸಿನಿಮಾ ಮಾಡಿದ್ದು ಮಾರ್ಚ್‌ನಲ್ಲಿ ತೆರೆಗೆ ಬರಲು ಸಿದ್ಧವಾಗಿದೆ. ರಾಯಚೂರಿನ ಯುವಕ ಭೀಮರಾವ್ ನಿರ್ದೇಶನದ ಈ ಚಿತ್ರಕ್ಕೆ ದೀಪಕ್ ಯರಗೇರಾ ಛಾಯಾಗ್ರಹಣ ಮಾಡಿದ್ದಾರೆ. 2017ರಲ್ಲಿ ಕಿಚ್ಚ ಸುದೀಪ್ ನಟನೆಯ ಹೆಬ್ಬುಲಿ ಸಿನಿಮಾ ತೆರೆಕಂಡಿತ್ತು. ಹೆಬ್ಬುಲಿ MARCH 2025 ಮಹಾದೇವ ಪಾತ್ರದಲ್ಲಿ ನಾಯಕ ಕಾಣಿಸಿಕೊಂಡಿದ್ದು, ಚಿತ್ರದ ಹಾಡುಗಳು ಹಾಗೂ ಟೀಸರ್ ಈಗಾಗಲೇ ಬಿಡುಗಡೆಯಾಗಿದೆ. ಗ್ರಾಮೀಣ ಪ್ರತಿಭೆಗಳೇ ಹೆಚ್ಚಾಗಿ ಚಿತ್ರದಲ್ಲಿ ಅಭಿನಯಿಸಿದ್ದಾರೆ. ಈ ಚಿತ್ರದ ನಾಯಕ ನಟ ಸುದೀಪ್ ಅಭಿಮಾನಿಯಾಗಿದ್ದು, ಅವರ ಪ್ರೇರಣೆಯಿಂದ ಸಿನಿಮಾ ಮಾಡಿದ್ದಾರೆ. ಚಿತ್ರಕ್ಕೆ ಸಂಗೀತ, ಸಂಕಲನ ಸೇರಿದಂತೆ ತಾಂತ್ರಿಕ ಕೆಲಸಗಳು ಮುಗಿದಿದ್ದು ಸೆನ್ಸಾರ್ ಹಂತದಲ್ಲಿದೆ. (485, 940, 929, 1182)
award-ceremony-photo (708, 632, 929, 744)
masthead (0, 56, 945, 106)
registration-mark-center: + (470, 1485, 482, 1501)
article-headline: ವಿದ್ಯಾವಂತರು ಸಮಾಜದ ಆಸ್ತಿ -ಬಸನಗೌಡ ಬಾದರ್ಲಿ (22, 610, 305, 630)
article-body: ಕಚೇರಿಗೆ ಬರುವ ಗ್ರಾಮೀಣ ಜನರಿಗೆ ಸಾರಿಗೆ ವ್ಯವಸ್ಥೆ ಇಲ್ಲದೆ ಪರದಾಡುವಂತಾಗುತ್ತದೆ. ಈಗಿರುವ ಸ್ಥಳದಲ್ಲೇ ಕಚೇರಿ ಮುಂದುವರಿಸಬೇಕು ಎಂದು ಆಗ್ರಹಿಸಿದರು. (778, 1237, 929, 1267)
article-temple-fair: ಶ್ರೀಲಚ್ಚಮ್ಮ ದೇವಿ ಜಾತ್ರೆ : ಸೂಕ್ತ ವ್ಯವಸ್ಥೆ ಕೈಗೊಳ್ಳಿ - ಶಾಸಕ ■ ಸುದ್ದಿಮೂಲ ವಾರ್ತೆ ದೇವದುರ್ಗ, ಫೆ.06: ಭಕ್ತಾದಿಗಳಿಗೆ ಜಾತ್ರೆಯಲ್ಲಿ ಯಾವುದೇ ತೊಂದರೆಯಾಗದಂತೆ ಕುಡಿಯುವ ನೀರು, ಸ್ವಚ್ಛತೆ ಹಾಗೂ ಬಂದೋಬಸ್ತ್ ವ್ಯವಸ್ಥೆ ಕೈಗೊಳ್ಳಬೇಕು ಎಂದು ಶಾಸಕರು ಅಧಿಕಾರಿಗಳಿಗೆ ಸೂಚಿಸಿದರು. ಜಾತ್ರೆಯ ಪೂರ್ವಭಾವಿ ಸಭೆಯಲ್ಲಿ ಮಾತನಾಡಿದ ಅವರು, ಎಲ್ಲ ಇಲಾಖೆಗಳು ಸಮನ್ವಯದಿಂದ ಕೆಲಸ ಮಾಡಬೇಕು ಎಂದರು. (253, 940, 475, 1059)
article-body: ಹೆಬ್ಬುಲಿ ಸಿನಿಮಾದ ಕಟ್ ಸ್ಟೈಲ್ ಬಹಳಷ್ಟು ಫೇಮಸ್ ಆಗಿತ್ತು. ಇದೀಗ ಅದೇ ಹೆಸರಿನಲ್ಲಿ ಕಿಚ್ಚ ಸುದೀಪ್ ಅಭಿಮಾನಿಯೊಬ್ಬರು ಸಿನಿಮಾ ಮಾಡಿದ್ದು ಮಾರ್ಚ್‌ನಲ್ಲಿ ತೆರೆಗೆ ಬರಲು ಸಿದ್ಧವಾಗಿದೆ. (485, 983, 627, 1024)
article-body: ಮಹಾದೇವ ಪಾತ್ರದಲ್ಲಿ ನಾಯಕ ಕಾಣಿಸಿಕೊಂಡಿದ್ದು, ಚಿತ್ರದ ಹಾಡುಗಳು ಹಾಗೂ ಟೀಸರ್ ಈಗಾಗಲೇ ಬಿಡುಗಡೆಯಾಗಿದೆ. ಗ್ರಾಮೀಣ ಪ್ರತಿಭೆಗಳೇ ಹೆಚ್ಚಾಗಿ ಚಿತ್ರದಲ್ಲಿ ಅಭಿನಯಿಸಿದ್ದಾರೆ. (634, 1152, 780, 1182)
article-nrega-award: ನರೇಗಾ ಪರಿಣಾಮಕಾರಿ ಅನುಷ್ಠಾನ ಲಾಡ್ಲಾಪುರ ಗ್ರಾ.ಪಂಗೆ ಪುರಸ್ಕಾರ ■ ಸುದ್ದಿಮೂಲ ವಾರ್ತೆ ಕಲಬುರಗಿ, ಫೆ.06: ಬೆಂಗಳೂರಿನಲ್ಲಿ ನಡೆದ ಸಮಾರಂಭದಲ್ಲಿ ಮಹಾತ್ಮ ಗಾಂಧಿ ರಾಷ್ಟ್ರೀಯ ಉದ್ಯೋಗ ಖಾತ್ರಿ ಯೋಜನೆಯನ್ನು ಪರಿಣಾಮಕಾರಿಯಾಗಿ ಅನುಷ್ಠಾನಗೊಳಿಸಿದ ಲಾಡ್ಲಾಪುರ ಗ್ರಾಮ ಪಂಚಾಯಿತಿಗೆ 2023-24ನೇ ಸಾಲಿನ ಪುರಸ್ಕಾರ ಪ್ರದಾನ ಮಾಡಲಾಯಿತು. ಗ್ರಾಮ ಪಂಚಾಯಿತಿ ಅಧ್ಯಕ್ಷರು, ಪಿಡಿಒ ಹಾಗೂ ಸಿಬ್ಬಂದಿ ಪ್ರಶಸ್ತಿ ಸ್ವೀಕರಿಸಿದರು. ಗ್ರಾಮೀಣ ಭಾಗದಲ್ಲಿ ಉದ್ಯೋಗ ಸೃಷ್ಟಿ, ಜಲ ಸಂರಕ್ಷಣೆ ಕಾಮಗಾರಿಗಳಲ್ಲಿ ಉತ್ತಮ ಸಾಧನೆ ಮಾಡಿದ ಹಿನ್ನೆಲೆಯಲ್ಲಿ ಈ ಪುರಸ್ಕಾರ ನೀಡಲಾಗಿದೆ. (708, 592, 929, 810)
article-body: ನಗರದ ಡಾ.ಬಿ.ಆರ್ ಅಂಬೇಡ್ಕರ್ ವೃತ್ತದಲ್ಲಿ ಜಮಾಯಿಸಿದ ಪ್ರತಿಭಟನಾಕಾರರು ಕೇಂದ್ರ ಸರ್ಕಾರದ ವಿರುದ್ಧ ಘೋಷಣೆಗಳನ್ನು ಕೂಗಿದರು. ಕೃಷಿ, ಶಿಕ್ಷಣ, ಆರೋಗ್ಯ ಕ್ಷೇತ್ರಗಳಿಗೆ ಅನುದಾನ ಕಡಿತಗೊಳಿಸಲಾಗಿದೆ ಎಂದು ದೂರಿದರು. (175, 1293, 322, 1334)
article-body: ಸುವರ್ಣ ಮಹೋತ್ಸವದ ಅಂಗವಾಗಿ ಸಾಂಸ್ಕೃತಿಕ ಕಾರ್ಯಕ್ರಮ, ವಿಚಾರ ಸಂಕಿರಣ ಹಾಗೂ ಹಳೆಯ ವಿದ್ಯಾರ್ಥಿಗಳ ಸಮಾವೇಶ ಆಯೋಜಿಸಲಾಗಿದೆ. ಪತ್ರಿಕಾಗೋಷ್ಠಿಯಲ್ಲಿ ಸಂಸ್ಥೆಯ ಪದಾಧಿಕಾರಿಗಳು, ಪ್ರಾಚಾರ್ಯರು ಹಾಗೂ ಶಿಕ್ಷಕರು ಇದ್ದರು. (325, 177, 472, 218)
